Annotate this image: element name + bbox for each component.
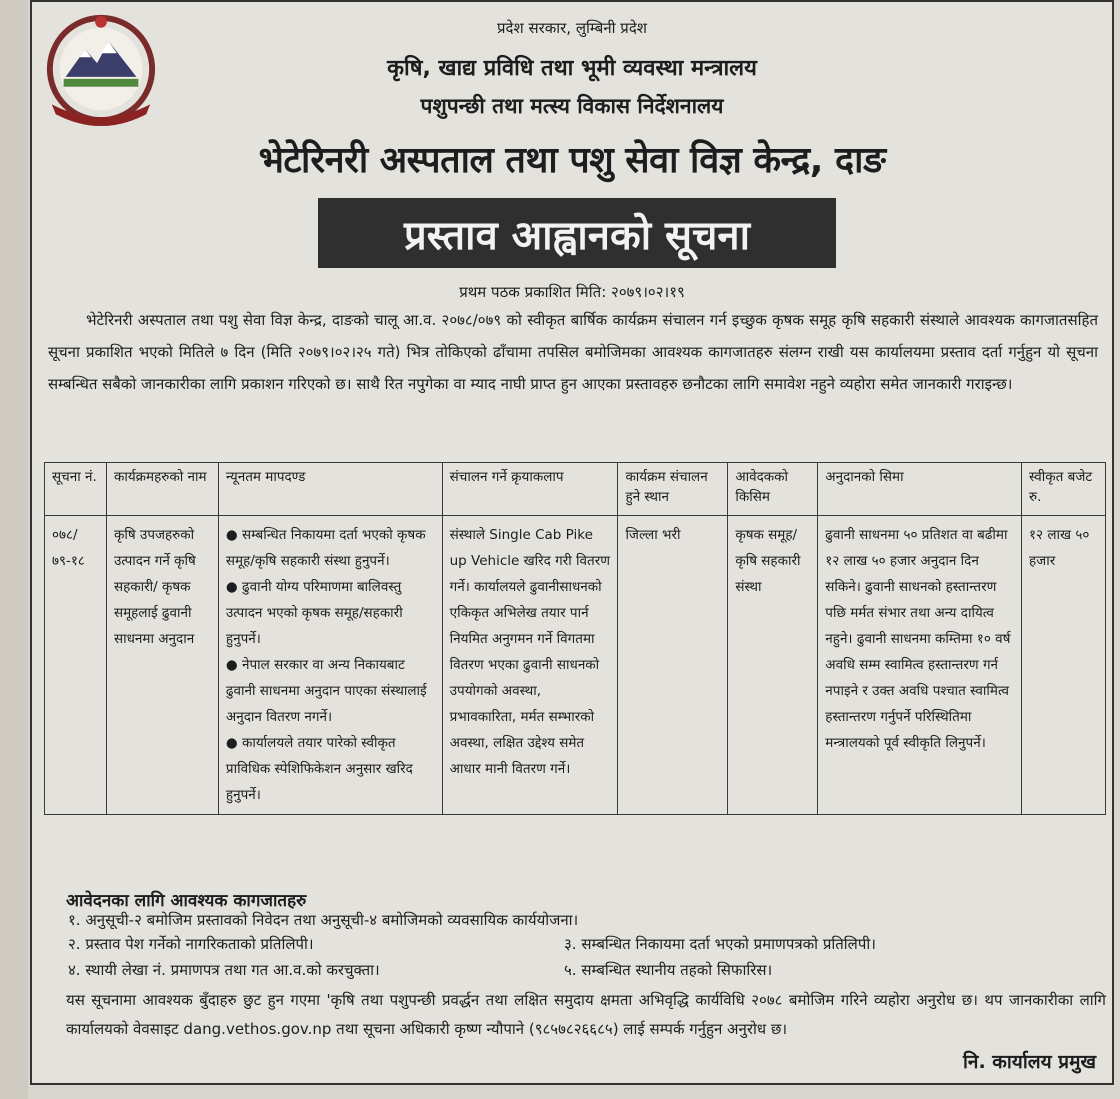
directorate-name: पशुपन्छी तथा मत्स्य विकास निर्देशनालय: [420, 94, 724, 118]
budget-cell: १२ लाख ५० हजार: [1022, 516, 1106, 815]
document-item: ५. सम्बन्धित स्थानीय तहको सिफारिस।: [564, 961, 773, 979]
document-item: ४. स्थायी लेखा नं. प्रमाणपत्र तथा गत आ.व.को करचुक्ता।: [68, 961, 380, 979]
table-header-cell: आवेदकको किसिम: [728, 463, 818, 516]
criteria-item: ● नेपाल सरकार वा अन्य निकायबाट ढुवानी साधनमा अनुदान पाएका संस्थालाई अनुदान वितरण नगर्ने।: [225, 657, 427, 725]
document-item: ३. सम्बन्धित निकायमा दर्ता भएको प्रमाणपत्रको प्रतिलिपी।: [564, 935, 876, 953]
office-name: भेटेरिनरी अस्पताल तथा पशु सेवा विज्ञ केन्द्र, दाङ: [258, 140, 886, 181]
document-item: २. प्रस्ताव पेश गर्नेको नागरिकताको प्रतिलिपी।: [68, 935, 314, 953]
table-header-cell: कार्यक्रमहरुको नाम: [106, 463, 218, 516]
document-item: १. अनुसूची-२ बमोजिम प्रस्तावको निवेदन तथा अनुसूची-४ बमोजिमको व्यवसायिक कार्ययोजना।: [68, 911, 579, 929]
table-header-cell: संचालन गर्ने क्रृयाकलाप: [442, 463, 618, 516]
location-cell: जिल्ला भरी: [618, 516, 728, 815]
province-name: प्रदेश सरकार, लुम्बिनी प्रदेश: [497, 19, 647, 37]
table-header-row: [45, 463, 1106, 516]
applicant-type-cell: कृषक समूह/कृषि सहकारी संस्था: [728, 516, 818, 815]
table-header-cell: अनुदानको सिमा: [818, 463, 1022, 516]
documents-title: आवेदनका लागि आवश्यक कागजातहरु: [66, 891, 307, 911]
program-name-cell: कृषि उपजहरुको उत्पादन गर्ने कृषि सहकारी/ कृषक समूहलाई ढुवानी साधनमा अनुदान: [106, 516, 218, 815]
criteria-item: ● कार्यालयले तयार पारेको स्वीकृत प्राविधिक स्पेशिफिकेशन अनुसार खरिद हुनुपर्ने।: [225, 735, 413, 803]
criteria-item: ● ढुवानी योग्य परिमाणमा बालिवस्तु उत्पादन भएको कृषक समूह/सहकारी हुनुपर्ने।: [225, 579, 403, 647]
notice-page: [30, 0, 1114, 1085]
notice-title-banner: प्रस्ताव आह्वानको सूचना: [318, 198, 836, 268]
notice-number-cell: ०७८/ ७९-१८: [45, 516, 107, 815]
grant-limit-cell: ढुवानी साधनमा ५० प्रतिशत वा बढीमा १२ लाख ५० हजार अनुदान दिन सकिने। ढुवानी साधनको हस्तान्तरण पछि मर्मत संभार तथा अन्य दायित्व नहुने। ढुवानी साधनमा कम्तिमा १० वर्ष अवधि सम्म स्वामित्व हस्तान्तरण गर्न नपाइने र उक्त अवधि पश्चात स्वामित्व हस्तान्तरण गर्नुपर्ने परिस्थितिमा मन्त्रालयको पूर्व स्वीकृति लिनुपर्ने।: [818, 516, 1022, 815]
intro-paragraph: भेटेरिनरी अस्पताल तथा पशु सेवा विज्ञ केन्द्र, दाङको चालू आ.व. २०७८/०७९ को स्वीकृत बार्षिक कार्यक्रम संचालन गर्न इच्छुक कृषक समूह कृषि सहकारी संस्थाले आवश्यक कागजातसहित सूचना प्रकाशित भएको मितिले ७ दिन (मिति २०७९।०२।२५ गते) भित्र तोकिएको ढाँचामा तपसिल बमोजिमका आवश्यक कागजातहरु संलग्न राखी यस कार्यालयमा प्रस्ताव दर्ता गर्नुहुन यो सूचना सम्बन्धित सबैको जानकारीका लागि प्रकाशन गरिएको छ। साथै रित नपुगेका वा म्याद नाघी प्राप्त हुन आएका प्रस्तावहरु छनौटका लागि समावेश नहुने व्यहोरा समेत जानकारी गराइन्छ।: [48, 311, 1098, 393]
criteria-cell: [218, 516, 442, 815]
table-header-cell: स्वीकृत बजेट रु.: [1022, 463, 1106, 516]
page-left-strip: [0, 0, 28, 1099]
signature-block: नि. कार्यालय प्रमुख: [963, 1051, 1096, 1073]
table-header-cell: न्यूनतम मापदण्ड: [218, 463, 442, 516]
criteria-item: ● सम्बन्धित निकायमा दर्ता भएको कृषक समूह/कृषि सहकारी संस्था हुनुपर्ने।: [225, 527, 426, 569]
table-header-cell: कार्यक्रम संचालन हुने स्थान: [618, 463, 728, 516]
footer-paragraph: यस सूचनामा आवश्यक बुँदाहरु छुट हुन गएमा 'कृषि तथा पशुपन्छी प्रवर्द्धन तथा लक्षित समुदाय क्षमता अभिवृद्धि कार्यविधि २०७८ बमोजिम गरिने व्यहोरा अनुरोध छ। थप जानकारीका लागि कार्यालयको वेवसाइट dang.vethos.gov.np तथा सूचना अधिकारी कृष्ण न्यौपाने (९८५७८२६६८५) लाई सम्पर्क गर्नुहुन अनुरोध छ।: [66, 991, 1106, 1038]
table-row: [45, 516, 1106, 815]
activities-cell: संस्थाले Single Cab Pike up Vehicle खरिद गरी वितरण गर्ने। कार्यालयले ढुवानीसाधनको एकिकृत अभिलेख तयार पार्न नियमित अनुगमन गर्ने विगतमा वितरण भएका ढुवानी साधनको उपयोगको अवस्था, प्रभावकारिता, मर्मत सम्भारको अवस्था, लक्षित उद्देश्य समेत आधार मानी वितरण गर्ने।: [442, 516, 618, 815]
table-header-cell: सूचना नं.: [45, 463, 107, 516]
ministry-name: कृषि, खाद्य प्रविधि तथा भूमी व्यवस्था मन्त्रालय: [387, 56, 757, 81]
publish-date: प्रथम पठक प्रकाशित मिति: २०७९।०२।१९: [459, 283, 685, 301]
program-table: [44, 462, 1106, 815]
